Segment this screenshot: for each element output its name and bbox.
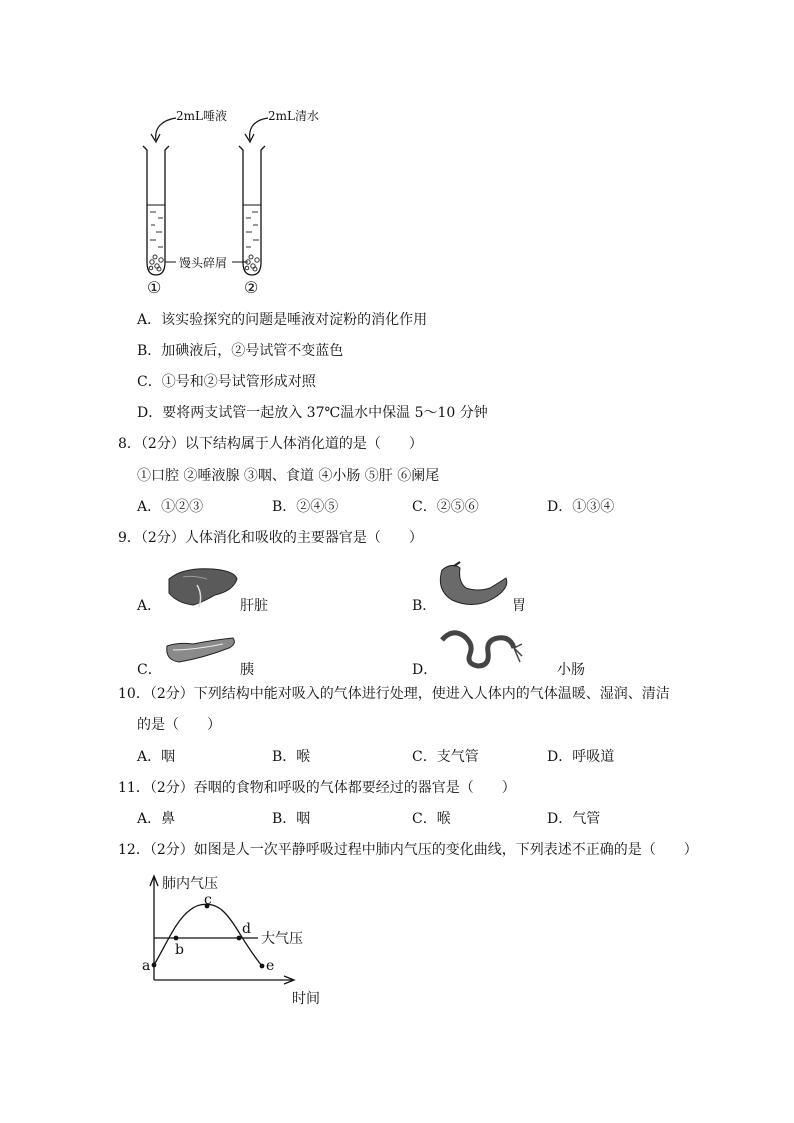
- q9-option-b-name: 胃: [512, 598, 526, 614]
- label-point-b: b: [175, 942, 184, 958]
- label-point-c: c: [204, 892, 212, 908]
- q11-option-a[interactable]: A．鼻: [137, 811, 176, 827]
- q8-option-b[interactable]: B．②④⑤: [272, 499, 339, 515]
- q12-stem: 12．（2分）如图是人一次平静呼吸过程中肺内气压的变化曲线，下列表述不正确的是（ ）: [118, 842, 698, 858]
- chart-xlabel: 时间: [292, 991, 320, 1007]
- label-point-a: a: [142, 958, 151, 974]
- tube-1-number: ①: [147, 278, 162, 297]
- point-e: [260, 964, 265, 969]
- q10-option-d[interactable]: D．呼吸道: [547, 749, 615, 765]
- q8-option-d[interactable]: D．①③④: [547, 499, 615, 515]
- q7-option-d[interactable]: D．要将两支试管一起放入 37℃温水中保温 5～10 分钟: [137, 405, 488, 421]
- q11-option-d[interactable]: D．气管: [547, 811, 601, 827]
- q11-stem: 11．（2分）吞咽的食物和呼吸的气体都要经过的器官是（ ）: [118, 780, 516, 796]
- q9-option-d-name: 小肠: [557, 662, 585, 678]
- q11-option-b[interactable]: B．咽: [272, 811, 311, 827]
- q9-option-d-letter[interactable]: D．: [412, 662, 438, 678]
- point-a: [152, 963, 157, 968]
- q9-option-c-name: 胰: [240, 662, 254, 678]
- q9-option-a-name: 肝脏: [240, 598, 268, 614]
- q10-stem-line1: 10．（2分）下列结构中能对吸入的气体进行处理，使进入人体内的气体温暖、湿润、清洁: [118, 686, 670, 702]
- point-b: [174, 936, 179, 941]
- q11-option-c[interactable]: C．喉: [412, 811, 451, 827]
- point-d: [237, 936, 242, 941]
- tube-2-number: ②: [244, 278, 259, 297]
- q7-option-b[interactable]: B．加碘液后，②号试管不变蓝色: [137, 343, 344, 359]
- q10-option-a[interactable]: A．咽: [137, 749, 176, 765]
- q9-option-a-letter[interactable]: A．: [137, 598, 162, 614]
- q9-option-c-letter[interactable]: C．: [137, 662, 162, 678]
- q10-option-b[interactable]: B．喉: [272, 749, 311, 765]
- q10-option-c[interactable]: C．支气管: [412, 749, 479, 765]
- label-bread-crumbs: 馒头碎屑: [179, 256, 228, 270]
- q7-option-c[interactable]: C．①号和②号试管形成对照: [137, 374, 316, 390]
- label-water: 2mL清水: [268, 109, 319, 123]
- q8-items: ①口腔 ②唾液腺 ③咽、食道 ④小肠 ⑤肝 ⑥阑尾: [137, 468, 440, 484]
- q8-stem: 8．（2分）以下结构属于人体消化道的是（ ）: [118, 436, 423, 452]
- chart-atmosphere-label: 大气压: [261, 931, 303, 947]
- q7-option-a[interactable]: A．该实验探究的问题是唾液对淀粉的消化作用: [137, 312, 428, 328]
- label-saliva: 2mL唾液: [176, 109, 227, 123]
- q9-option-b-letter[interactable]: B．: [412, 598, 437, 614]
- q8-option-a[interactable]: A．①②③: [137, 499, 204, 515]
- label-point-e: e: [266, 958, 275, 974]
- chart-ylabel: 肺内气压: [162, 876, 218, 892]
- q10-stem-line2: 的是（ ）: [137, 717, 221, 733]
- q8-option-c[interactable]: C．②⑤⑥: [412, 499, 479, 515]
- q9-stem: 9．（2分）人体消化和吸收的主要器官是（ ）: [118, 530, 423, 546]
- label-point-d: d: [242, 921, 251, 937]
